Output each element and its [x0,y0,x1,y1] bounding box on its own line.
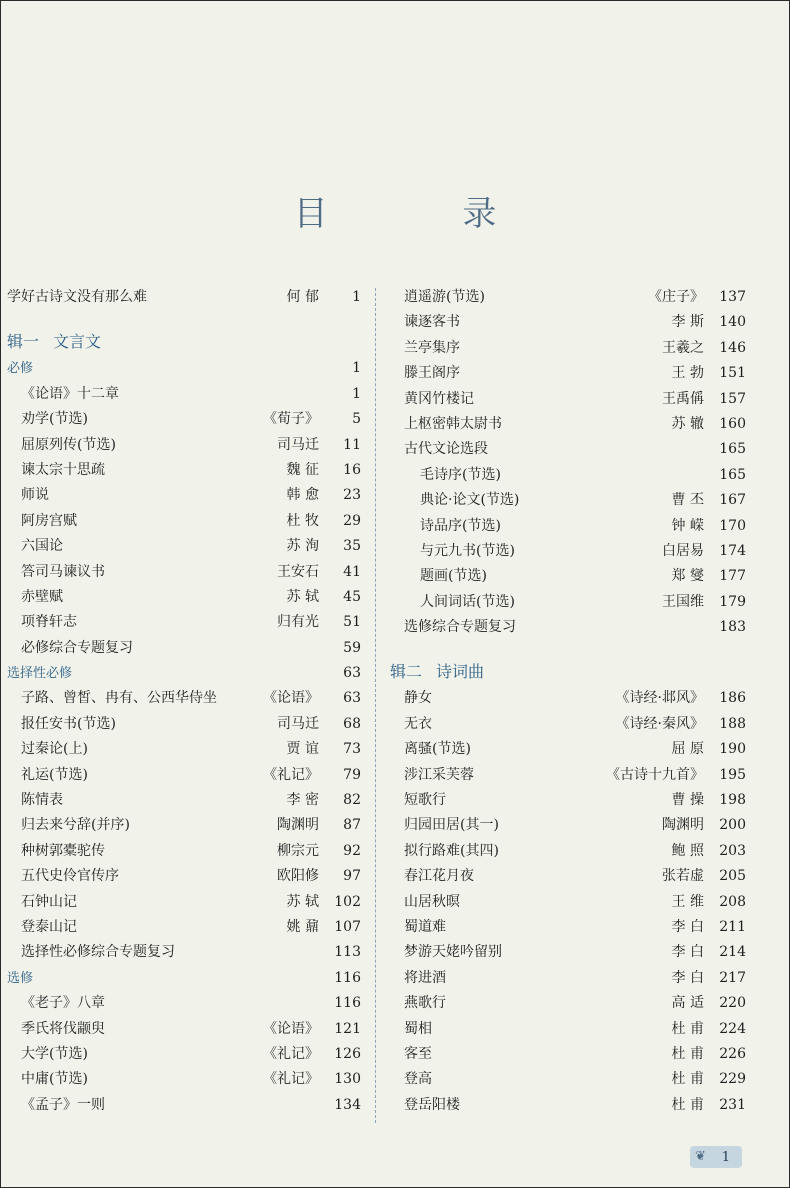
entry-title: 选择性必修综合专题复习 [21,944,175,961]
entry-title: 劝学(节选) [21,411,88,428]
entry-page: 121 [334,1020,361,1037]
entry-title: 梦游天姥吟留别 [404,944,502,961]
entry-page: 1 [352,385,361,402]
toc-entry[interactable] [7,1042,361,1067]
entry-page: 208 [719,893,746,910]
entry-author: 陶渊明 [277,817,319,834]
entry-author: 《古诗十九首》 [606,766,704,783]
toc-entry[interactable] [390,1067,746,1092]
entry-page: 165 [719,466,746,483]
entry-author: 《礼记》 [263,766,319,783]
toc-entry[interactable] [7,864,361,889]
entry-author: 王国维 [662,593,704,610]
entry-title: 礼运(节选) [21,766,88,783]
entry-page: 68 [343,715,361,732]
entry-page: 102 [334,893,361,910]
toc-entry[interactable] [7,763,361,788]
entry-author: 司马迁 [277,715,319,732]
toc-entry[interactable] [7,712,361,737]
entry-page: 205 [719,868,746,885]
toc-entry[interactable] [390,737,746,762]
entry-page: 224 [719,1020,746,1037]
entry-title: 季氏将伐颛臾 [21,1020,105,1037]
entry-title: 典论·论文(节选) [420,492,520,509]
toc-entry[interactable] [390,1017,746,1042]
entry-author: 杜 甫 [671,1045,704,1062]
entry-title: 登泰山记 [21,918,77,935]
entry-author: 司马迁 [277,436,319,453]
entry-page: 45 [343,588,361,605]
entry-page: 217 [719,969,746,986]
toc-entry[interactable] [7,839,361,864]
entry-title: 登高 [404,1071,432,1088]
entry-title: 离骚(节选) [404,741,471,758]
entry-title: 五代史伶官传序 [21,868,119,885]
entry-title: 种树郭橐驼传 [21,842,105,859]
entry-title: 登岳阳楼 [404,1096,460,1113]
toc-subheading[interactable] [7,661,361,686]
toc-entry[interactable] [390,310,746,335]
entry-author: 苏 轼 [286,893,319,910]
entry-title: 静女 [404,690,432,707]
entry-author: 白居易 [662,542,704,559]
toc-entry[interactable] [390,361,746,386]
entry-page: 116 [334,969,361,986]
toc-subheading[interactable] [7,356,361,381]
entry-page: 134 [334,1096,361,1113]
entry-page: 179 [719,593,746,610]
entry-page: 23 [343,487,361,504]
toc-entry[interactable] [390,712,746,737]
entry-title: 师说 [21,487,49,504]
section-name: 诗词曲 [436,662,485,682]
entry-title: 选修综合专题复习 [404,619,516,636]
toc-entry[interactable] [7,382,361,407]
entry-author: 钟 嵘 [671,517,704,534]
entry-author: 李 白 [671,969,704,986]
toc-entry[interactable] [7,610,361,635]
entry-title: 谏太宗十思疏 [21,461,105,478]
entry-author: 杜 甫 [671,1071,704,1088]
toc-entry[interactable] [390,615,746,640]
entry-author: 高 适 [671,995,704,1012]
entry-author: 苏 洵 [286,538,319,555]
toc-entry[interactable] [390,336,746,361]
entry-title: 春江花月夜 [404,868,474,885]
entry-title: 屈原列传(节选) [21,436,116,453]
toc-entry[interactable] [390,564,746,589]
entry-page: 116 [334,995,361,1012]
toc-subheading[interactable] [7,966,361,991]
entry-author: 《诗经·秦风》 [615,715,704,732]
entry-author: 陶渊明 [662,817,704,834]
entry-page: 137 [719,289,746,305]
toc-entry[interactable] [7,737,361,762]
toc-entry[interactable] [7,534,361,559]
entry-title: 归园田居(其一) [404,817,499,834]
toc-entry[interactable] [7,509,361,534]
toc-entry[interactable] [7,1067,361,1092]
toc-entry[interactable] [390,437,746,462]
page-number: 1 [721,1149,730,1165]
entry-author: 曹 丕 [671,492,704,509]
entry-title: 必修 [7,361,34,377]
entry-author: 归有光 [277,614,319,631]
toc-entry[interactable] [390,686,746,711]
entry-page: 35 [343,538,361,555]
entry-page: 97 [343,868,361,885]
entry-page: 87 [343,817,361,834]
entry-title: 短歌行 [404,792,446,809]
toc-entry[interactable] [390,991,746,1016]
entry-page: 226 [719,1045,746,1062]
entry-page: 198 [719,792,746,809]
entry-title: 中庸(节选) [21,1071,88,1088]
entry-page: 188 [719,715,746,732]
leaf-icon: ❦ [695,1149,706,1164]
toc-entry[interactable] [390,285,746,310]
entry-author: 屈 原 [671,741,704,758]
entry-page: 231 [719,1096,746,1113]
entry-page: 177 [719,568,746,585]
entry-page: 51 [343,614,361,631]
toc-entry[interactable] [7,585,361,610]
entry-page: 211 [719,918,746,935]
entry-title: 涉江采芙蓉 [404,766,474,783]
entry-author: 苏 轼 [286,588,319,605]
entry-title: 过秦论(上) [21,741,88,758]
entry-author: 《荀子》 [263,411,319,428]
toc-entry[interactable] [390,1093,746,1118]
toc-entry[interactable] [7,813,361,838]
entry-page: 107 [334,918,361,935]
entry-page: 167 [719,492,746,509]
toc-entry[interactable] [390,514,746,539]
entry-page: 160 [719,415,746,432]
toc-entry[interactable] [390,966,746,991]
entry-page: 190 [719,741,746,758]
page-number-badge [690,1146,742,1168]
entry-author: 王 维 [671,893,704,910]
toc-entry[interactable] [7,915,361,940]
section-name: 文言文 [53,332,102,352]
entry-page: 79 [343,766,361,783]
entry-title: 蜀道难 [404,918,446,935]
entry-author: 杜 牧 [286,512,319,529]
entry-page: 11 [343,436,361,453]
entry-title: 归去来兮辞(并序) [21,817,130,834]
section-heading-2 [390,654,746,686]
entry-page: 82 [343,792,361,809]
entry-author: 《论语》 [263,690,319,707]
entry-author: 《论语》 [263,1020,319,1037]
section-part: 辑二 [390,662,423,682]
toc-entry[interactable] [390,590,746,615]
entry-title: 与元九书(节选) [420,542,515,559]
entry-title: 古代文论选段 [404,441,488,458]
entry-title: 必修综合专题复习 [21,639,133,656]
entry-author: 鲍 照 [671,842,704,859]
toc-entry-intro[interactable] [7,285,361,310]
entry-page: 195 [719,766,746,783]
entry-page: 229 [719,1071,746,1088]
entry-page: 130 [334,1071,361,1088]
entry-page: 170 [719,517,746,534]
entry-title: 毛诗序(节选) [420,466,501,483]
toc-entry[interactable] [390,890,746,915]
entry-page: 165 [719,441,746,458]
entry-author: 王羲之 [662,339,704,356]
toc-entry[interactable] [390,763,746,788]
entry-page: 151 [719,365,746,382]
toc-entry[interactable] [390,813,746,838]
toc-entry[interactable] [390,915,746,940]
toc-entry[interactable] [7,458,361,483]
entry-author: 《诗经·邶风》 [615,690,704,707]
entry-author: 曹 操 [671,792,704,809]
toc-entry[interactable] [390,940,746,965]
entry-page: 29 [343,512,361,529]
toc-entry[interactable] [7,1017,361,1042]
entry-title: 阿房宫赋 [21,512,77,529]
entry-author: 张若虚 [662,868,704,885]
section-heading-1 [7,324,361,356]
entry-title: 山居秋暝 [404,893,460,910]
toc-entry[interactable] [7,940,361,965]
entry-title: 《老子》八章 [21,995,105,1012]
entry-title: 赤壁赋 [21,588,63,605]
entry-title: 客至 [404,1045,432,1062]
right-entries-top [390,285,746,640]
toc-entry[interactable] [7,433,361,458]
toc-entry[interactable] [7,890,361,915]
entry-author: 王 勃 [671,365,704,382]
entry-title: 大学(节选) [21,1045,88,1062]
entry-page: 41 [343,563,361,580]
toc-entry[interactable] [390,539,746,564]
entry-page: 5 [352,411,361,428]
entry-author: 苏 辙 [671,415,704,432]
toc-entry[interactable] [7,991,361,1016]
entry-title: 《孟子》一则 [21,1096,105,1113]
entry-author: 李 白 [671,918,704,935]
toc-entry[interactable] [7,560,361,585]
entry-title: 无衣 [404,715,432,732]
entry-author: 《礼记》 [263,1045,319,1062]
entry-page: 183 [719,619,746,636]
entry-author: 欧阳修 [277,868,319,885]
entry-author: 《庄子》 [648,289,704,305]
entry-title: 报任安书(节选) [21,715,116,732]
entry-title: 项脊轩志 [21,614,77,631]
entry-title: 选修 [7,970,34,986]
toc-entry[interactable] [390,463,746,488]
entry-author: 杜 甫 [671,1020,704,1037]
toc-entry[interactable] [390,387,746,412]
section-part: 辑一 [7,332,40,352]
toc-entry[interactable] [7,686,361,711]
entry-title: 选择性必修 [7,666,73,682]
entry-author: 杜 甫 [671,1096,704,1113]
entry-page: 63 [343,665,361,682]
entry-page: 59 [343,639,361,656]
entry-page: 92 [343,842,361,859]
toc-entry[interactable] [390,488,746,513]
entry-title: 滕王阁序 [404,365,460,382]
entry-page: 1 [352,289,361,305]
entry-author: 韩 愈 [286,487,319,504]
entry-author: 《礼记》 [263,1071,319,1088]
entry-title: 人间词话(节选) [420,593,515,610]
entry-page: 157 [719,390,746,407]
entry-author: 李 白 [671,944,704,961]
entry-title: 拟行路难(其四) [404,842,499,859]
entry-author: 贾 谊 [286,741,319,758]
entry-page: 113 [334,944,361,961]
toc-entry[interactable] [7,788,361,813]
entry-page: 140 [719,314,746,331]
entry-page: 63 [343,690,361,707]
entry-title: 石钟山记 [21,893,77,910]
entry-page: 220 [719,995,746,1012]
entry-title: 将进酒 [404,969,446,986]
entry-author: 何 郁 [286,289,319,305]
toc-left-column [7,285,361,1118]
toc-entry[interactable] [7,1093,361,1118]
entry-title: 《论语》十二章 [21,385,119,402]
toc-entry[interactable] [7,636,361,661]
entry-title: 子路、曾皙、冉有、公西华侍坐 [21,690,217,707]
entry-page: 174 [719,542,746,559]
entry-author: 魏 征 [286,461,319,478]
toc-right-column [390,285,746,1118]
entry-author: 王禹偁 [662,390,704,407]
entry-title: 蜀相 [404,1020,432,1037]
entry-title: 逍遥游(节选) [404,289,485,305]
toc-entry[interactable] [390,864,746,889]
entry-title: 上枢密韩太尉书 [404,415,502,432]
entry-page: 186 [719,690,746,707]
entry-page: 73 [343,741,361,758]
toc-entry[interactable] [7,407,361,432]
entry-page: 214 [719,944,746,961]
entry-author: 王安石 [277,563,319,580]
column-divider [375,288,376,1123]
entry-author: 郑 燮 [671,568,704,585]
entry-title: 燕歌行 [404,995,446,1012]
entry-page: 1 [352,360,361,377]
entry-author: 姚 鼐 [286,918,319,935]
entry-title: 答司马谏议书 [21,563,105,580]
entry-title: 六国论 [21,538,63,555]
entry-page: 146 [719,339,746,356]
entry-title: 诗品序(节选) [420,517,501,534]
right-entries-bottom [390,686,746,1118]
page-title: 目 录 [293,194,559,234]
entry-title: 学好古诗文没有那么难 [7,289,147,305]
entry-title: 谏逐客书 [404,314,460,331]
entry-author: 柳宗元 [277,842,319,859]
entry-title: 陈情表 [21,792,63,809]
toc-entry[interactable] [390,412,746,437]
entry-author: 李 密 [286,792,319,809]
toc-entry[interactable] [390,1042,746,1067]
entry-title: 题画(节选) [420,568,487,585]
entry-author: 李 斯 [671,314,704,331]
left-entries [7,356,361,1118]
entry-title: 兰亭集序 [404,339,460,356]
entry-title: 黄冈竹楼记 [404,390,474,407]
entry-page: 203 [719,842,746,859]
toc-entry[interactable] [390,839,746,864]
entry-page: 16 [343,461,361,478]
toc-entry[interactable] [7,483,361,508]
entry-page: 126 [334,1045,361,1062]
entry-page: 200 [719,817,746,834]
toc-entry[interactable] [390,788,746,813]
